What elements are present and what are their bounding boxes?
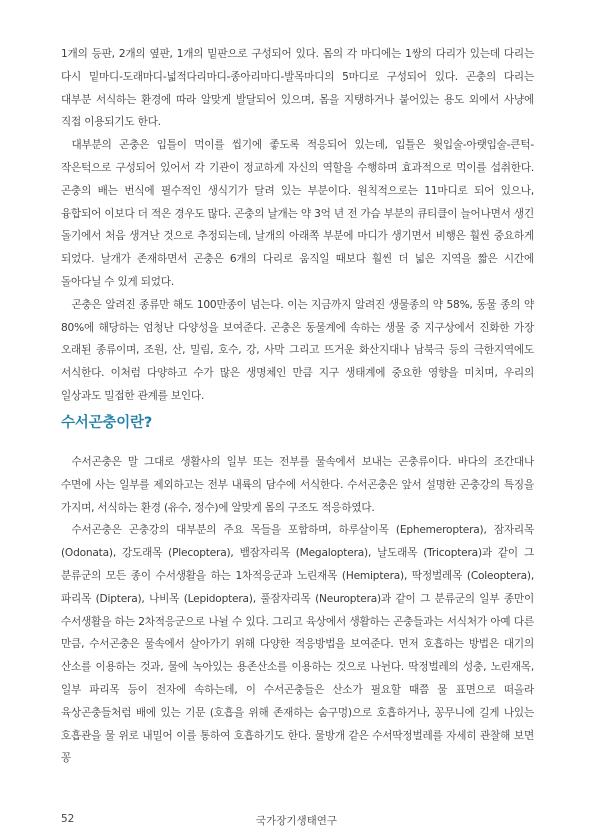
body-paragraph: 곤충은 알려진 종류만 해도 100만종이 넘는다. 이는 지금까지 알려진 생물종의 약 58%, 동물 종의 약 80%에 해당하는 엄청난 다양성을 보여준다. 곤충은 동물계에 속하는 생물 중 지구상에서 진화한 가장 오래된 종류이며, 조원, 산, 밀림, 호수, 강, 사막 그리고 뜨거운 화산지대나 남북극 등의 극한지역에도 서식한다. 이처럼 다양하고 수가 많은 생명체인 만큼 지구 생태계에 중요한 영향을 미치며, 우리의 일상과도 밀접한 관계를 보인다. (61, 298, 534, 402)
body-paragraph: 수서곤충은 곤충강의 대부분의 주요 목들을 포함하며, 하루살이목 (Ephemeroptera), 잠자리목 (Odonata), 강도래목 (Plecoptera), 뱀잠자리목 (Megaloptera), 날도래목 (Tricoptera)과 같이 그 분류군의 모든 종이 수서생활을 하는 1차적응군과 노린재목 (Hemiptera), 딱정벌레목 (Coleoptera), 파리목 (Diptera), 나비목 (Lepidoptera), 풀잠자리목 (Neuroptera)과 같이 그 분류군의 일부 종만이 수서생활을 하는 2차적응군으로 나뉠 수 있다. 그리고 육상에서 생활하는 곤충들과는 서식처가 아예 다른 만큼, 수서곤충은 물속에서 살아가기 위해 다양한 적응방법을 보여준다. 먼저 호흡하는 방법은 대기의 산소를 이용하는 것과, 물에 녹아있는 용존산소를 이용하는 것으로 나뉜다. 딱정벌레의 성충, 노린재목, 일부 파리목 등이 전자에 속하는데, 이 수서곤충들은 산소가 필요할 때쯤 물 표면으로 떠올라 육상곤충들처럼 배에 있는 기문 (호흡을 위해 존재하는 숨구멍)으로 호흡하거나, 꽁무니에 길게 나있는 호흡관을 물 위로 내밀어 이를 통하여 호흡하기도 한다. 물방개 같은 수서딱정벌레를 자세히 관찰해 보면 꽁 (61, 524, 534, 765)
section-body (61, 451, 534, 770)
body-paragraph: 대부분의 곤충은 입틀이 먹이를 씹기에 좋도록 적응되어 있는데, 입틀은 윗입술-아랫입술-큰턱-작은턱으로 구성되어 있어서 각 기관이 정교하게 자신의 역할을 수행하며 효과적으로 먹이를 섭취한다. 곤충의 배는 번식에 필수적인 생식기가 달려 있는 부분이다. 원칙적으로는 11마디로 되어 있으나, 융합되어 이보다 더 적은 경우도 많다. 곤충의 날개는 약 3억 년 전 가슴 부분의 큐티클이 늘어나면서 생긴 돌기에서 처음 생겨난 것으로 추정되는데, 날개의 아래쪽 부분에 마디가 생기면서 비행은 훨씬 중요하게 되었다. 날개가 존재하면서 곤충은 6개의 다리로 움직일 때보다 훨씬 더 넓은 지역을 짧은 시간에 돌아다닐 수 있게 되었다. (61, 139, 534, 288)
page-number: 52 (61, 813, 75, 825)
body-paragraph: 1개의 등판, 2개의 옆판, 1개의 밑판으로 구성되어 있다. 몸의 각 마디에는 1쌍의 다리가 있는데 다리는 다시 밑마디-도래마디-넓적다리마디-종아리마디-발목마디의 5마디로 구성되어 있다. 곤충의 다리는 대부분 서식하는 환경에 따라 알맞게 발달되어 있으며, 몸을 지탱하거나 붙어있는 용도 외에서 사냥에 직접 이용되기도 한다. (61, 48, 534, 129)
publisher-name: 국가장기생태연구 (255, 815, 338, 827)
intro-body (61, 43, 534, 408)
body-paragraph: 수서곤충은 말 그대로 생활사의 일부 또는 전부를 물속에서 보내는 곤충류이다. 바다의 조간대나 수면에 사는 일부를 제외하고는 전부 내륙의 담수에 서식한다. 수서곤충은 앞서 설명한 곤충강의 특징을 가지며, 서식하는 환경 (유수, 정수)에 알맞게 몸의 구조도 적응하였다. (61, 456, 534, 514)
section-heading: 수서곤충이란? (61, 415, 153, 431)
page-footer (0, 813, 593, 829)
